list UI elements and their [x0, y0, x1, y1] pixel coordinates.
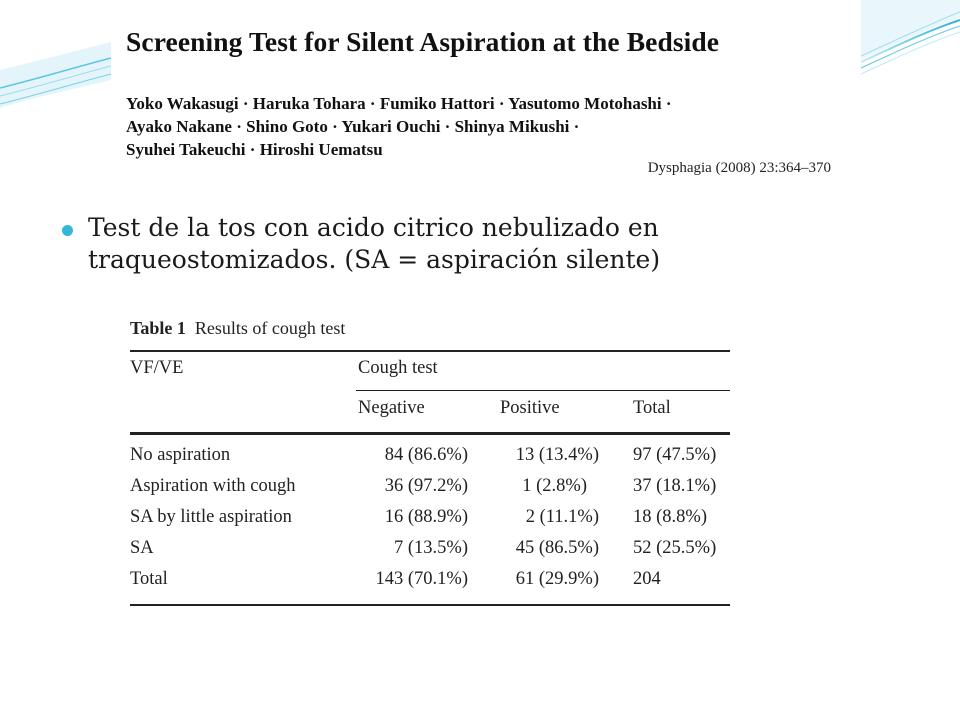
header-positive: Positive — [500, 398, 560, 418]
header-negative: Negative — [358, 398, 425, 418]
table-caption-label: Table 1 — [130, 318, 186, 338]
bullet-text — [88, 212, 788, 276]
paper-citation: Dysphagia (2008) 23:364–370 — [647, 160, 831, 176]
table-header-rule — [130, 432, 730, 435]
row-positive: 61 (29.9%) — [515, 569, 599, 589]
bullet-line-2: traqueostomizados. (SA = aspiración silente) — [88, 245, 661, 274]
row-total: 52 (25.5%) — [633, 538, 717, 558]
paper-title: Screening Test for Silent Aspiration at the Bedside — [126, 26, 720, 57]
row-label: SA by little aspiration — [130, 507, 292, 527]
bullet-dot-icon — [62, 225, 73, 236]
results-table-image — [111, 306, 766, 628]
row-negative: 16 (88.9%) — [384, 507, 468, 527]
paper-header-image — [111, 0, 861, 192]
authors-line-3: Syuhei Takeuchi · Hiroshi Uematsu — [126, 140, 383, 159]
table-bottom-rule — [130, 604, 730, 606]
row-negative: 84 (86.6%) — [384, 445, 468, 465]
authors-line-2: Ayako Nakane · Shino Goto · Yukari Ouchi · Shinya Mikushi · — [126, 117, 580, 136]
header-col-group: Cough test — [358, 358, 438, 378]
authors-line-1: Yoko Wakasugi · Haruka Tohara · Fumiko Hattori · Yasutomo Motohashi · — [126, 94, 672, 113]
table-caption-text: Results of cough test — [194, 318, 346, 338]
row-negative: 7 (13.5%) — [394, 538, 468, 558]
table-sub-rule — [356, 390, 730, 391]
row-negative: 143 (70.1%) — [375, 569, 468, 589]
paper-authors — [126, 92, 861, 161]
row-total: 204 — [633, 569, 661, 589]
row-positive: 13 (13.4%) — [515, 445, 599, 465]
row-label: Aspiration with cough — [130, 476, 296, 496]
bullet-item — [62, 212, 922, 276]
row-label: Total — [130, 569, 168, 589]
row-negative: 36 (97.2%) — [384, 476, 468, 496]
row-label: SA — [130, 538, 154, 558]
table-top-rule — [130, 350, 730, 352]
row-positive: 1 (2.8%) — [522, 476, 587, 496]
row-total: 18 (8.8%) — [633, 507, 707, 527]
row-positive: 2 (11.1%) — [525, 507, 599, 527]
table-caption — [130, 318, 345, 339]
row-positive: 45 (86.5%) — [515, 538, 599, 558]
row-total: 97 (47.5%) — [633, 445, 717, 465]
bullet-line-1: Test de la tos con acido citrico nebulizado en — [88, 213, 659, 242]
header-total: Total — [633, 398, 671, 418]
row-label: No aspiration — [130, 445, 231, 465]
header-row-group: VF/VE — [130, 358, 184, 378]
row-total: 37 (18.1%) — [633, 476, 717, 496]
